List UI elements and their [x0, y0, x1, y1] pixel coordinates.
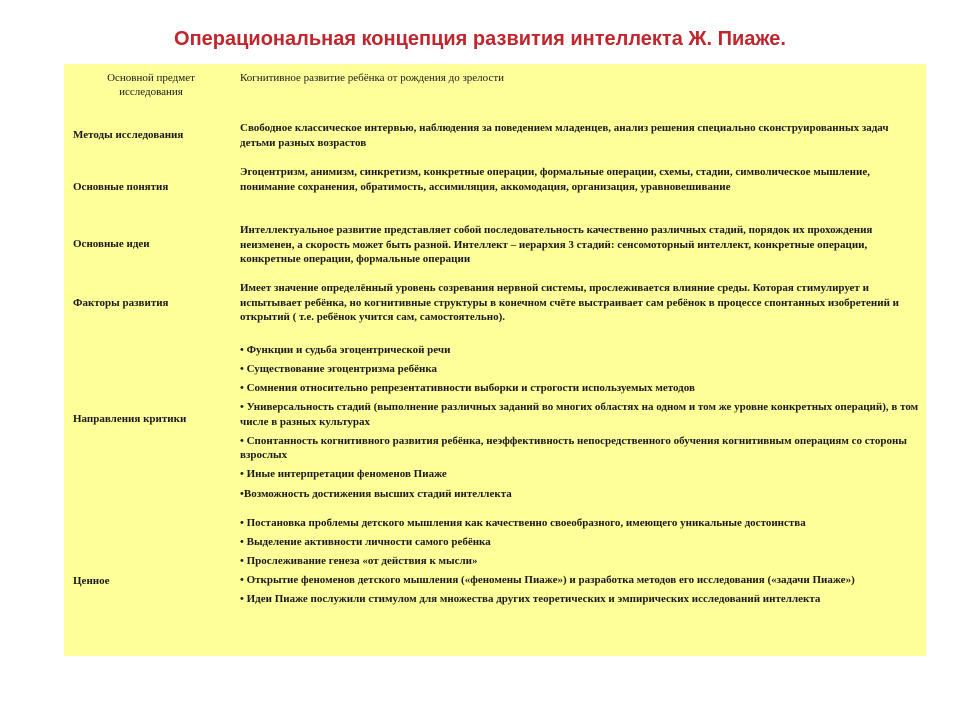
row-label-ideas: Основные идеи	[73, 238, 150, 250]
row-label-methods: Методы исследования	[73, 129, 184, 141]
list-item: • Спонтанность когнитивного развития ребёнка, неэффективность непосредственного обучения когнитивным операциям со стороны взрослых	[240, 434, 907, 462]
row-label-subject: Основной предмет исследования	[107, 72, 195, 98]
row-label-value: Ценное	[73, 575, 110, 587]
list-item: • Постановка проблемы детского мышления как качественно своеобразного, имеющего уникальные достоинства	[240, 517, 806, 529]
row-text-concepts: Эгоцентризм, анимизм, синкретизм, конкретные операции, формальные операции, схемы, стадии, символическое мышление, понимание сохранения, обратимость, ассимиляция, аккомодация, организация, уравновешивание	[240, 166, 870, 193]
slide-title: Операциональная концепция развития интеллекта Ж. Пиаже.	[174, 28, 786, 50]
list-item: • Прослеживание генеза «от действия к мысли»	[240, 555, 478, 568]
row-text-criticism	[240, 343, 920, 506]
value-list	[240, 516, 920, 607]
concept-table	[64, 64, 926, 656]
list-item: • Универсальность стадий (выполнение различных заданий во многих областях на одном и том же уровне конкретных операций), в том числе в разных культурах	[240, 401, 919, 428]
list-item: • Функции и судьба эгоцентрической речи	[240, 344, 451, 356]
row-label-concepts: Основные понятия	[73, 181, 169, 193]
list-item: • Открытие феноменов детского мышления («феномены Пиаже») и разработка методов его исследования («задачи Пиаже»)	[240, 574, 855, 587]
list-item: • Сомнения относительно репрезентативности выборки и строгости используемых методов	[240, 382, 695, 395]
list-item: •Возможность достижения высших стадий интеллекта	[240, 487, 512, 500]
list-item: • Иные интерпретации феноменов Пиаже	[240, 468, 447, 481]
row-text-methods: Свободное классическое интервью, наблюдения за поведением младенцев, анализ решения специально сконструированных задач детьми разных возрастов	[240, 122, 889, 149]
row-label-criticism: Направления критики	[73, 413, 187, 425]
row-text-value	[240, 516, 920, 611]
list-item: • Идеи Пиаже послужили стимулом для множества других теоретических и эмпирических исследований интеллекта	[240, 593, 821, 606]
row-text-factors: Имеет значение определённый уровень созревания нервной системы, прослеживается влияние среды. Которая стимулирует и испытывает ребёнка, но когнитивные структуры в конечном счёте выстраивает сам ребёнок в процессе спонтанных изобретений и открытий ( т.е. ребёнок учится сам, самостоятельно).	[240, 282, 900, 323]
list-item: • Выделение активности личности самого ребёнка	[240, 536, 491, 549]
criticism-list	[240, 343, 920, 501]
row-text-ideas: Интеллектуальное развитие представляет собой последовательность качественно различных стадий, порядок их прохождения неизменен, а скорость может быть разной. Интеллект – иерархия 3 стадий: сенсомоторный интеллект, конкретные операции, конкретные операции, формальные операции	[240, 224, 873, 265]
row-text-subject: Когнитивное развитие ребёнка от рождения до зрелости	[240, 72, 505, 84]
row-label-factors: Факторы развития	[73, 297, 169, 309]
list-item: • Существование эгоцентризма ребёнка	[240, 363, 438, 376]
